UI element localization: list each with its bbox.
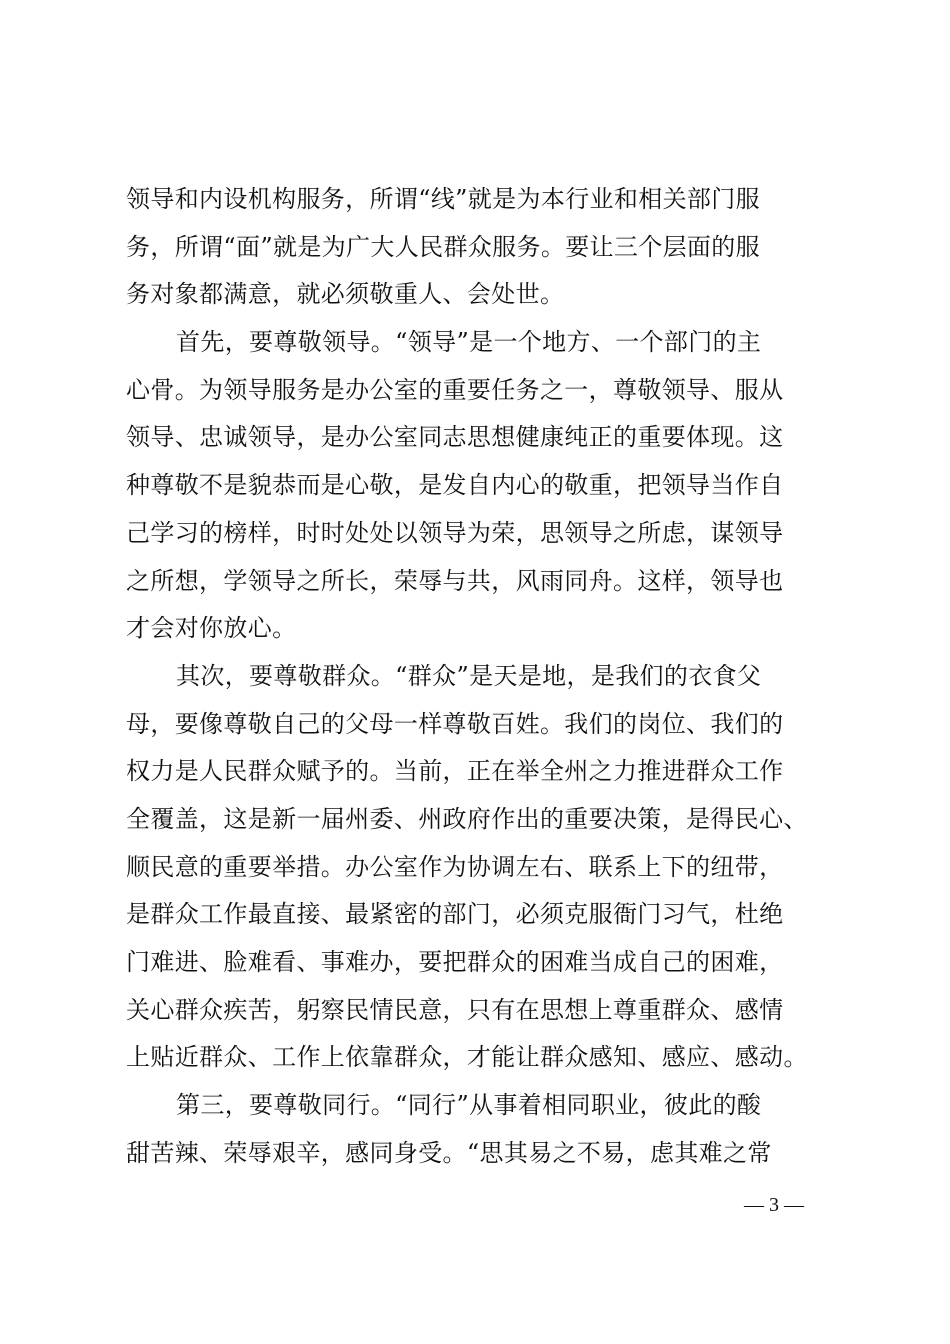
text-line: 务，所谓“面”就是为广大人民群众服务。要让三个层面的服 bbox=[126, 232, 760, 261]
page-number: — 3 — bbox=[744, 1194, 804, 1216]
text-line: 是群众工作最直接、最紧密的部门，必须克服衙门习气，杜绝 bbox=[126, 900, 784, 929]
text-line: 顺民意的重要举措。办公室作为协调左右、联系上下的纽带， bbox=[126, 852, 784, 881]
paragraph-start-line: 第三，要尊敬同行。“同行”从事着相同职业，彼此的酸 bbox=[176, 1091, 762, 1120]
text-line: 母，要像尊敬自己的父母一样尊敬百姓。我们的岗位、我们的 bbox=[126, 709, 784, 738]
text-line: 关心群众疾苦，躬察民情民意，只有在思想上尊重群众、感情 bbox=[126, 995, 784, 1024]
text-line: 领导和内设机构服务，所谓“线”就是为本行业和相关部门服 bbox=[126, 185, 760, 213]
text-line: 心骨。为领导服务是办公室的重要任务之一，尊敬领导、服从 bbox=[126, 375, 784, 404]
text-line: 权力是人民群众赋予的。当前，正在举全州之力推进群众工作 bbox=[126, 757, 784, 786]
document-body bbox=[126, 176, 826, 1177]
text-line: 种尊敬不是貌恭而是心敬，是发自内心的敬重，把领导当作自 bbox=[126, 471, 784, 500]
paragraph-start-line: 首先，要尊敬领导。“领导”是一个地方、一个部门的主 bbox=[176, 328, 762, 357]
text-line: 务对象都满意，就必须敬重人、会处世。 bbox=[126, 280, 565, 309]
text-line: 门难进、脸难看、事难办，要把群众的困难当成自己的困难， bbox=[126, 948, 784, 976]
text-line: 己学习的榜样，时时处处以领导为荣，思领导之所虑，谋领导 bbox=[126, 518, 784, 547]
paragraph-start-line: 其次，要尊敬群众。“群众”是天是地，是我们的衣食父 bbox=[176, 661, 762, 690]
text-line: 之所想，学领导之所长，荣辱与共，风雨同舟。这样，领导也 bbox=[126, 566, 784, 595]
text-line: 上贴近群众、工作上依靠群众，才能让群众感知、感应、感动。 bbox=[126, 1043, 808, 1072]
text-line: 甜苦辣、荣辱艰辛，感同身受。“思其易之不易，虑其难之常 bbox=[126, 1138, 772, 1167]
text-line: 才会对你放心。 bbox=[126, 614, 297, 643]
text-line: 领导、忠诚领导，是办公室同志思想健康纯正的重要体现。这 bbox=[126, 423, 784, 452]
text-line: 全覆盖，这是新一届州委、州政府作出的重要决策，是得民心、 bbox=[126, 804, 808, 833]
